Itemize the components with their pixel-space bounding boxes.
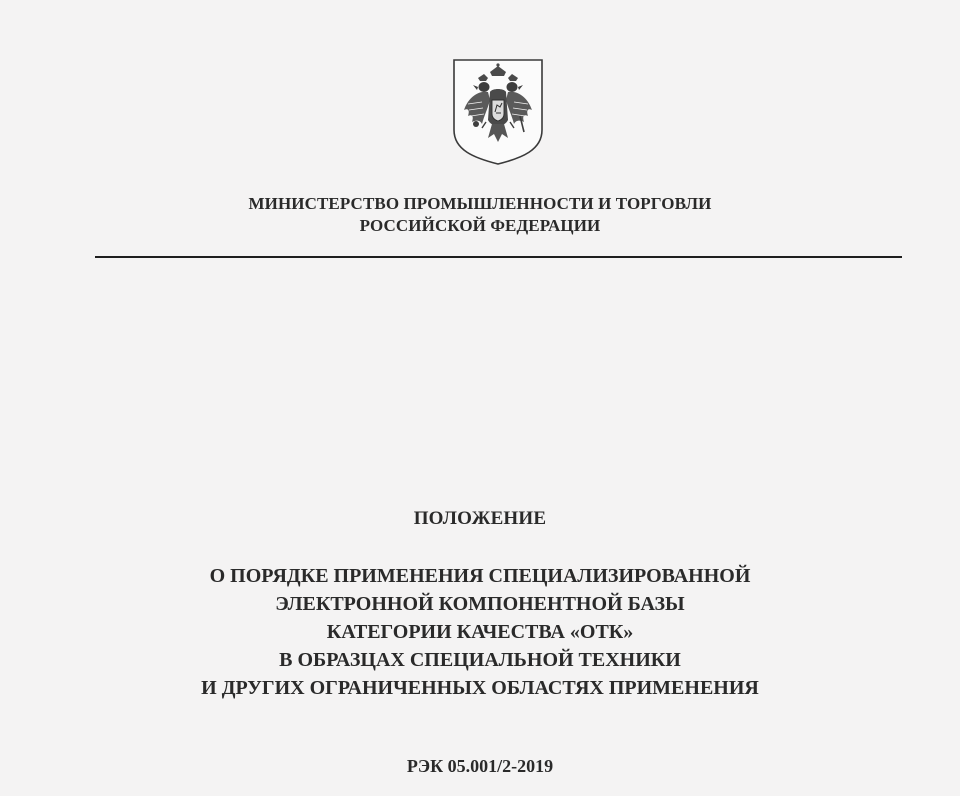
document-number: РЭК 05.001/2-2019 — [406, 756, 554, 776]
subject-line-2: ЭЛЕКТРОННОЙ КОМПОНЕНТНОЙ БАЗЫ — [275, 593, 685, 615]
subject-line-4: В ОБРАЗЦАХ СПЕЦИАЛЬНОЙ ТЕХНИКИ — [279, 649, 681, 671]
subject-line-5: И ДРУГИХ ОГРАНИЧЕННЫХ ОБЛАСТЯХ ПРИМЕНЕНИЯ — [201, 677, 759, 699]
document-subject — [0, 562, 960, 702]
subject-line-1: О ПОРЯДКЕ ПРИМЕНЕНИЯ СПЕЦИАЛИЗИРОВАННОЙ — [209, 565, 751, 587]
ministry-name — [0, 193, 960, 237]
ministry-line-1: МИНИСТЕРСТВО ПРОМЫШЛЕННОСТИ И ТОРГОВЛИ — [248, 194, 712, 213]
subject-line-3: КАТЕГОРИИ КАЧЕСТВА «ОТК» — [326, 621, 634, 643]
document-type: ПОЛОЖЕНИЕ — [413, 508, 547, 529]
russian-coat-of-arms-icon — [452, 58, 544, 166]
header-divider — [95, 256, 902, 258]
ministry-line-2: РОССИЙСКОЙ ФЕДЕРАЦИИ — [359, 216, 601, 235]
